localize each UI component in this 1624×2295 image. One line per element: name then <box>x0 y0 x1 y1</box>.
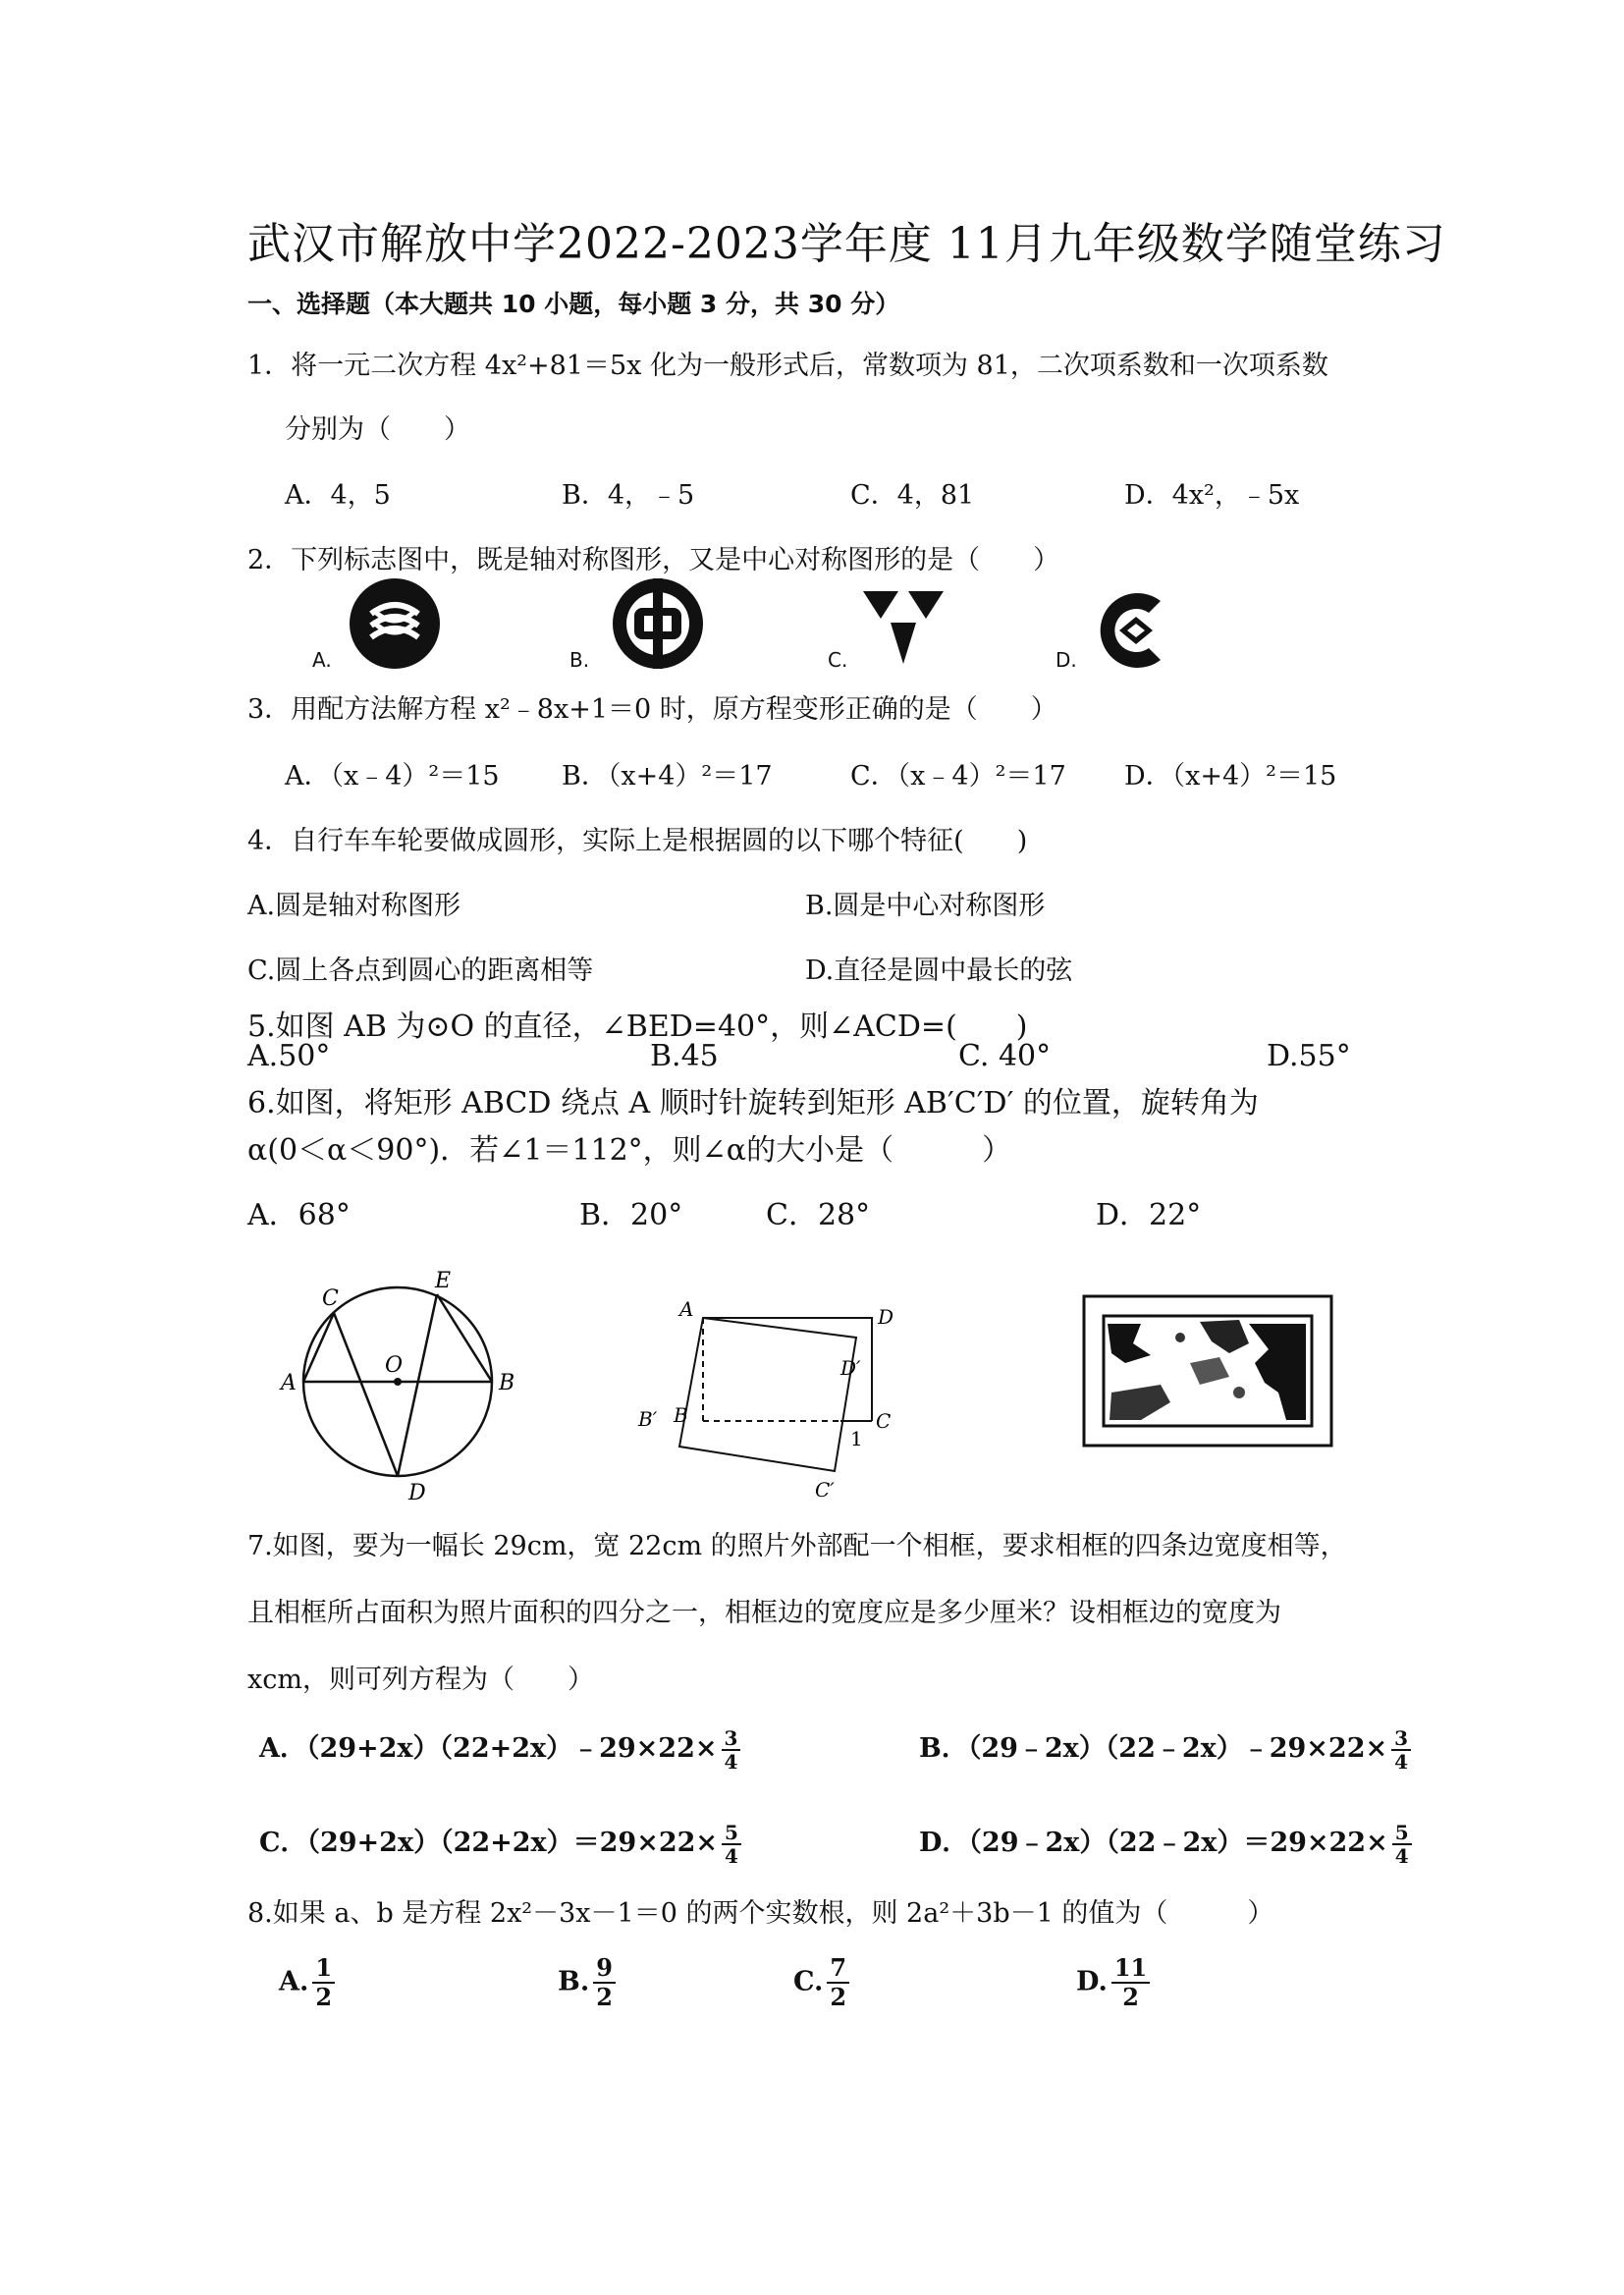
question-1-option-a: A．4，5 <box>285 480 391 511</box>
question-1-line1: 1．将一元二次方程 4x²+81＝5x 化为一般形式后，常数项为 81，二次项系数和一次项系数 <box>247 351 1328 381</box>
rect-label-b: B <box>674 1403 688 1427</box>
question-3-option-c: C．（x﹣4）²＝17 <box>850 761 1066 792</box>
question-5-option-a: A.50° <box>247 1039 331 1073</box>
circle-label-a: A <box>281 1371 297 1395</box>
circle-diagram <box>275 1252 540 1507</box>
logo-c-image <box>859 589 947 668</box>
question-1-option-c: C．4，81 <box>850 480 975 511</box>
circle-label-c: C <box>322 1286 339 1311</box>
question-7-line2: 且相框所占面积为照片面积的四分之一，相框边的宽度应是多少厘米？设相框边的宽度为 <box>247 1598 1281 1628</box>
rect-label-d-prime: D′ <box>840 1356 861 1380</box>
question-6-option-b: B．20° <box>579 1198 683 1232</box>
question-7-line1: 7.如图，要为一幅长 29cm，宽 22cm 的照片外部配一个相框，要求相框的四条边宽度相等， <box>247 1531 1347 1561</box>
section-heading: 一、选择题（本大题共 10 小题，每小题 3 分，共 30 分） <box>247 290 900 318</box>
question-3-option-d: D．（x+4）²＝15 <box>1124 761 1337 792</box>
rect-label-c-prime: C′ <box>815 1478 835 1502</box>
question-4-option-b: B.圆是中心对称图形 <box>805 891 1046 921</box>
rect-label-1: 1 <box>850 1427 863 1450</box>
question-3-option-b: B．（x+4）²＝17 <box>562 761 773 792</box>
question-8-option-a: A. $\frac{1}{2}$ <box>279 1954 335 2011</box>
logo-c-label: C. <box>828 648 848 672</box>
question-4-option-a: A.圆是轴对称图形 <box>247 891 461 921</box>
question-4-option-d: D.直径是圆中最长的弦 <box>805 956 1073 986</box>
question-5-option-c: C. 40° <box>958 1039 1052 1073</box>
circle-label-b: B <box>499 1371 515 1395</box>
question-6-option-c: C．28° <box>766 1198 871 1232</box>
question-1-line2: 分别为（ ） <box>285 414 470 445</box>
rectangle-rotation-diagram <box>628 1296 923 1503</box>
rect-label-a: A <box>679 1297 694 1321</box>
logo-a-image <box>344 574 446 673</box>
question-6-line1: 6.如图，将矩形 ABCD 绕点 A 顺时针旋转到矩形 AB′C′D′ 的位置，旋转角为 <box>247 1086 1259 1120</box>
question-7-option-b: B．（29﹣2x）（22﹣2x）﹣29×22× $\frac{3}{4}$ <box>919 1726 1411 1773</box>
logo-b-image <box>607 574 709 673</box>
logo-b-label: B. <box>569 648 590 672</box>
circle-label-d: D <box>408 1481 426 1505</box>
rect-label-d: D <box>878 1305 894 1329</box>
question-5-stem: 5.如图 AB 为⊙O 的直径，∠BED=40°，则∠ACD=( ) <box>247 1010 1028 1044</box>
logo-d-image <box>1092 587 1180 674</box>
question-1-option-d: D．4x²，﹣5x <box>1124 480 1300 511</box>
question-8-option-d: D. $\frac{11}{2}$ <box>1076 1954 1150 2011</box>
question-5-option-b: B.45 <box>650 1039 719 1073</box>
question-7-option-c: C．（29+2x）（22+2x）＝29×22× $\frac{5}{4}$ <box>259 1821 741 1867</box>
question-7-option-a: A．（29+2x）（22+2x）﹣29×22× $\frac{3}{4}$ <box>259 1726 740 1773</box>
logo-d-label: D. <box>1056 648 1077 672</box>
question-8-option-c: C. $\frac{7}{2}$ <box>793 1954 849 2011</box>
question-6-option-a: A．68° <box>247 1198 351 1232</box>
question-8-stem: 8.如果 a、b 是方程 2x²－3x－1＝0 的两个实数根，则 2a²＋3b－1 的值为（ ） <box>247 1898 1274 1929</box>
question-6-line2: α(0＜α＜90°)．若∠1＝112°，则∠α的大小是（ ） <box>247 1133 1012 1168</box>
question-3-stem: 3．用配方法解方程 x²﹣8x+1＝0 时，原方程变形正确的是（ ） <box>247 694 1057 725</box>
rect-label-c: C <box>876 1409 892 1433</box>
question-3-option-a: A．（x﹣4）²＝15 <box>285 761 500 792</box>
rect-label-b-prime: B′ <box>638 1407 658 1431</box>
question-8-option-b: B. $\frac{9}{2}$ <box>558 1954 616 2011</box>
circle-label-o: O <box>385 1353 404 1378</box>
circle-label-e: E <box>435 1269 452 1293</box>
logo-a-label: A. <box>312 648 332 672</box>
question-7-option-d: D．（29﹣2x）（22﹣2x）＝29×22× $\frac{5}{4}$ <box>919 1821 1412 1867</box>
framed-photo-image <box>1082 1294 1333 1448</box>
question-5-option-d: D.55° <box>1267 1039 1351 1073</box>
question-7-line3: xcm，则可列方程为（ ） <box>247 1665 594 1695</box>
page-title: 武汉市解放中学2022-2023学年度 11月九年级数学随堂练习 <box>247 219 1446 269</box>
question-1-option-b: B．4，﹣5 <box>562 480 695 511</box>
question-2-stem: 2．下列标志图中，既是轴对称图形，又是中心对称图形的是（ ） <box>247 545 1060 575</box>
question-6-option-d: D．22° <box>1096 1198 1202 1232</box>
question-4-stem: 4．自行车车轮要做成圆形，实际上是根据圆的以下哪个特征( ) <box>247 826 1028 856</box>
question-4-option-c: C.圆上各点到圆心的距离相等 <box>247 956 594 986</box>
